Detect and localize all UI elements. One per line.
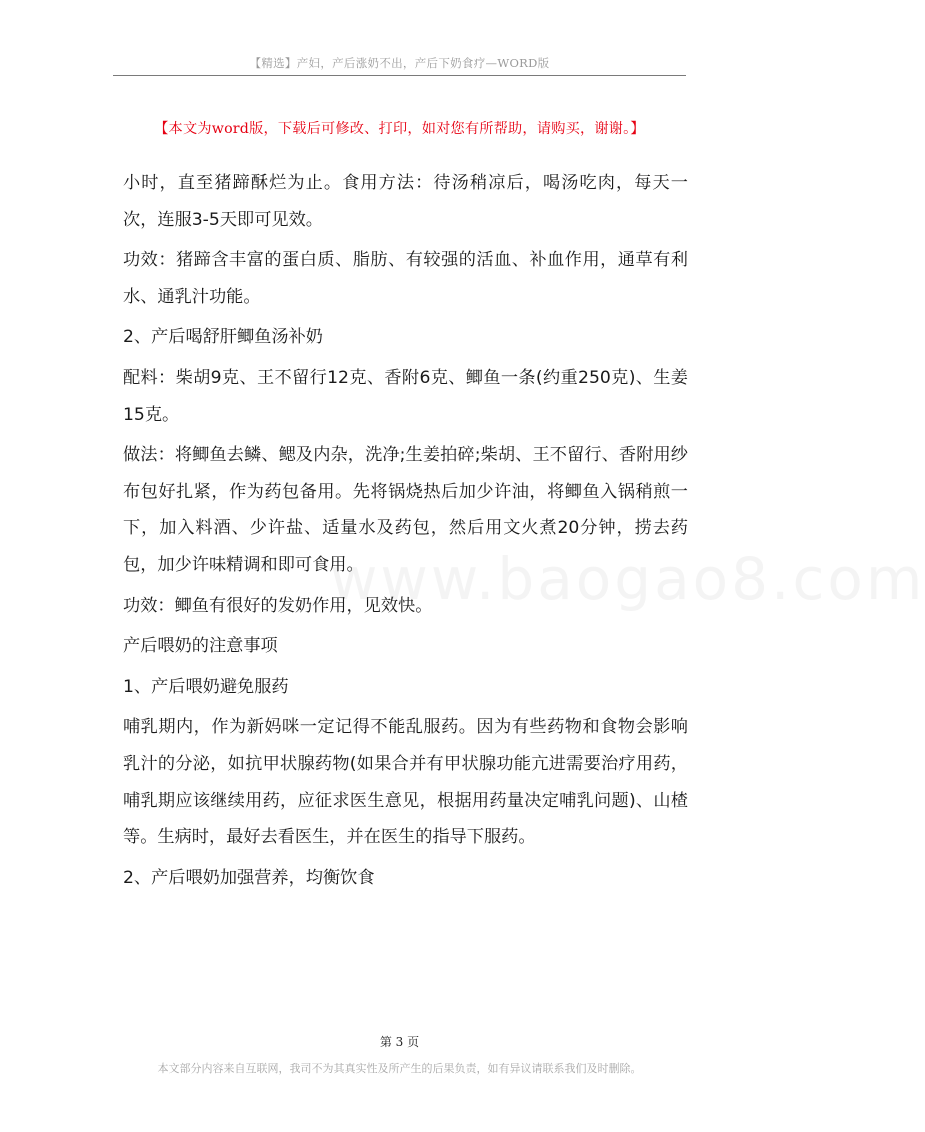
watermark: www.baogao8.com (330, 545, 925, 613)
paragraph-ingredients: 配料：柴胡9克、王不留行12克、香附6克、鲫鱼一条(约重250克)、生姜15克。 (123, 367, 688, 425)
heading-nutrition: 2、产后喂奶加强营养，均衡饮食 (123, 867, 375, 888)
footer-disclaimer: 本文部分内容来自互联网，我司不为其真实性及所产生的后果负责，如有异议请联系我们及时删除。 (157, 1062, 642, 1075)
heading-avoid-medicine: 1、产后喂奶避免服药 (123, 676, 289, 697)
page-number: 第 3 页 (379, 1035, 420, 1049)
download-notice: 【本文为word版，下载后可修改、打印，如对您有所帮助，请购买，谢谢。】 (154, 121, 645, 137)
paragraph-preparation: 做法：将鲫鱼去鳞、鳃及内杂，洗净;生姜拍碎;柴胡、王不留行、香附用纱布包好扎紧，作为药包备用。先将锅烧热后加少许油，将鲫鱼入锅稍煎一下，加入料酒、少许盐、适量水及药包，然后用文火煮20分钟，捞去药包，加少许味精调和即可食用。 (123, 445, 688, 575)
heading-feeding-notes: 产后喂奶的注意事项 (123, 636, 278, 657)
paragraph-pig-trotter-effect: 功效：猪蹄含丰富的蛋白质、脂肪、有较强的活血、补血作用，通草有利水、通乳汁功能。 (123, 250, 688, 307)
paragraph-crucian-effect: 功效：鲫鱼有很好的发奶作用，见效快。 (123, 595, 433, 616)
document-body (123, 165, 688, 900)
page-header-title: 【精选】产妇，产后涨奶不出，产后下奶食疗—WORD版 (249, 56, 550, 70)
paragraph-pig-trotter-method: 小时，直至猪蹄酥烂为止。食用方法：待汤稍凉后，喝汤吃肉，每天一次，连服3-5天即可见效。 (123, 173, 688, 230)
heading-crucian-soup: 2、产后喝舒肝鲫鱼汤补奶 (123, 327, 323, 348)
header-rule (113, 75, 686, 76)
paragraph-medicine-advice: 哺乳期内，作为新妈咪一定记得不能乱服药。因为有些药物和食物会影响乳汁的分泌，如抗甲状腺药物(如果合并有甲状腺功能亢进需要治疗用药，哺乳期应该继续用药，应征求医生意见，根据用药量决定哺乳问题)、山楂等。生病时，最好去看医生，并在医生的指导下服药。 (123, 717, 688, 848)
